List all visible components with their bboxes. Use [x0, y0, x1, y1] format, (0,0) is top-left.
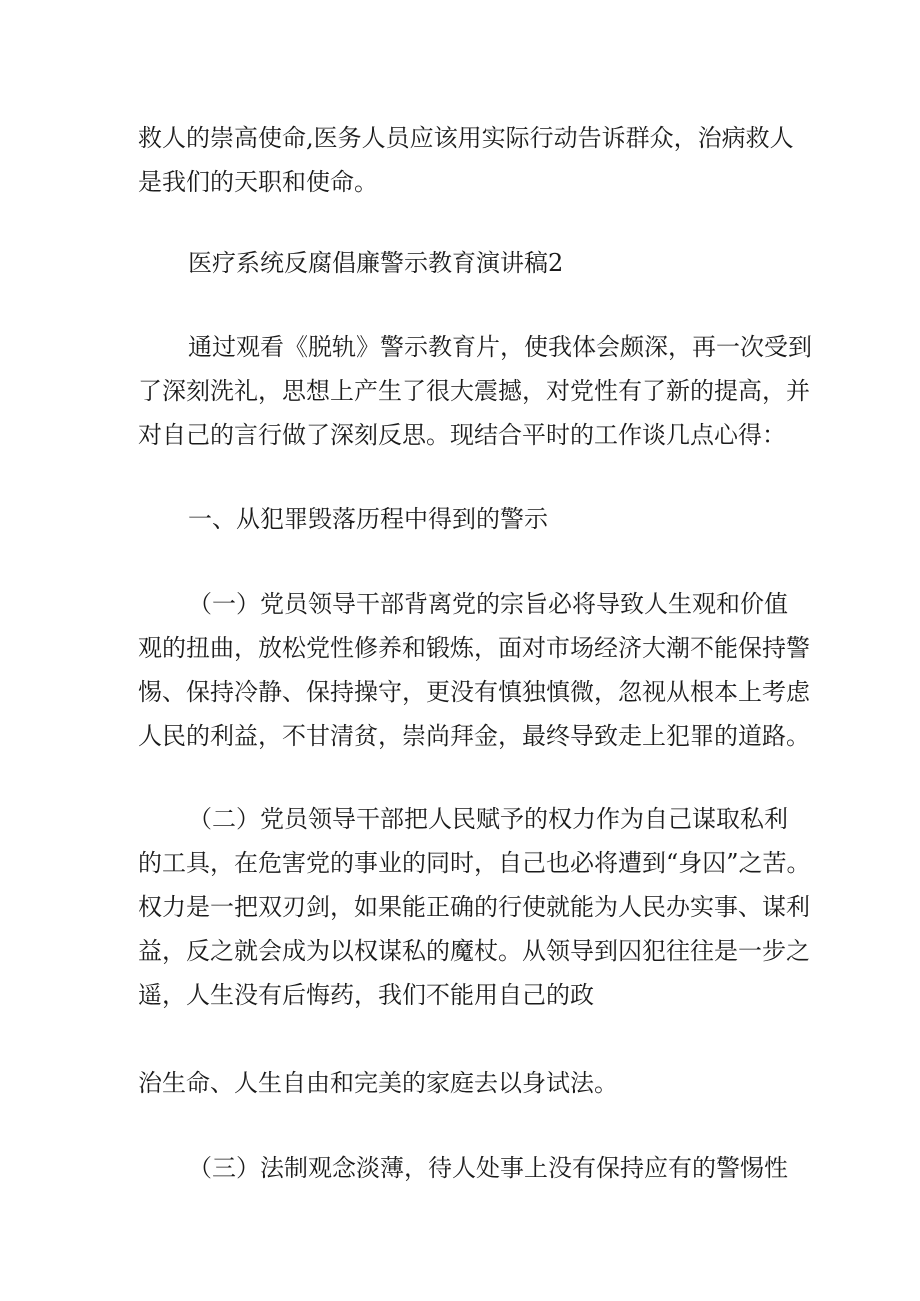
text-line: （一）党员领导干部背离党的宗旨必将导致人生观和价值 [188, 590, 788, 618]
text-line: 了深刻洗礼，思想上产生了很大震撼，对党性有了新的提高，并 [138, 377, 810, 405]
text-line: 观的扭曲，放松党性修养和锻炼，面对市场经济大潮不能保持警 [138, 634, 810, 662]
paragraph-point-2 [138, 797, 811, 1017]
text-line: 权力是一把双刃剑，如果能正确的行使就能为人民办实事、谋利 [138, 893, 810, 921]
paragraph-point-1 [138, 582, 810, 758]
paragraph-continuation [138, 116, 794, 204]
text-line: 人民的利益，不甘清贫，崇尚拜金，最终导致走上犯罪的道路。 [138, 722, 810, 750]
paragraph-intro [138, 325, 812, 457]
text-line: 遥，人生没有后悔药，我们不能用自己的政 [138, 981, 594, 1009]
document-heading [138, 241, 788, 285]
text-line: 通过观看《脱轨》警示教育片，使我体会颇深，再一次受到 [188, 333, 812, 361]
text-line: 治生命、人生自由和完美的家庭去以身试法。 [138, 1069, 618, 1097]
section-heading-text: 一、从犯罪毁落历程中得到的警示 [188, 505, 548, 533]
text-line: （二）党员领导干部把人民赋予的权力作为自己谋取私利 [188, 805, 788, 833]
text-line: 对自己的言行做了深刻反思。现结合平时的工作谈几点心得： [138, 421, 786, 449]
text-line: （三）法制观念淡薄，待人处事上没有保持应有的警惕性 [188, 1154, 788, 1182]
section-heading [138, 497, 788, 541]
text-line: 惕、保持冷静、保持操守，更没有慎独慎微，忽视从根本上考虑 [138, 678, 810, 706]
text-line: 的工具，在危害党的事业的同时，自己也必将遭到“身囚”之苦。 [138, 849, 811, 877]
text-line: 益，反之就会成为以权谋私的魔杖。从领导到囚犯往往是一步之 [138, 937, 810, 965]
paragraph-continuation-2 [138, 1061, 788, 1105]
paragraph-point-3 [138, 1146, 788, 1190]
text-line: 救人的崇高使命,医务人员应该用实际行动告诉群众，治病救人 [138, 124, 794, 152]
text-line: 是我们的天职和使命。 [138, 168, 378, 196]
heading-text: 医疗系统反腐倡廉警示教育演讲稿2 [188, 249, 564, 277]
